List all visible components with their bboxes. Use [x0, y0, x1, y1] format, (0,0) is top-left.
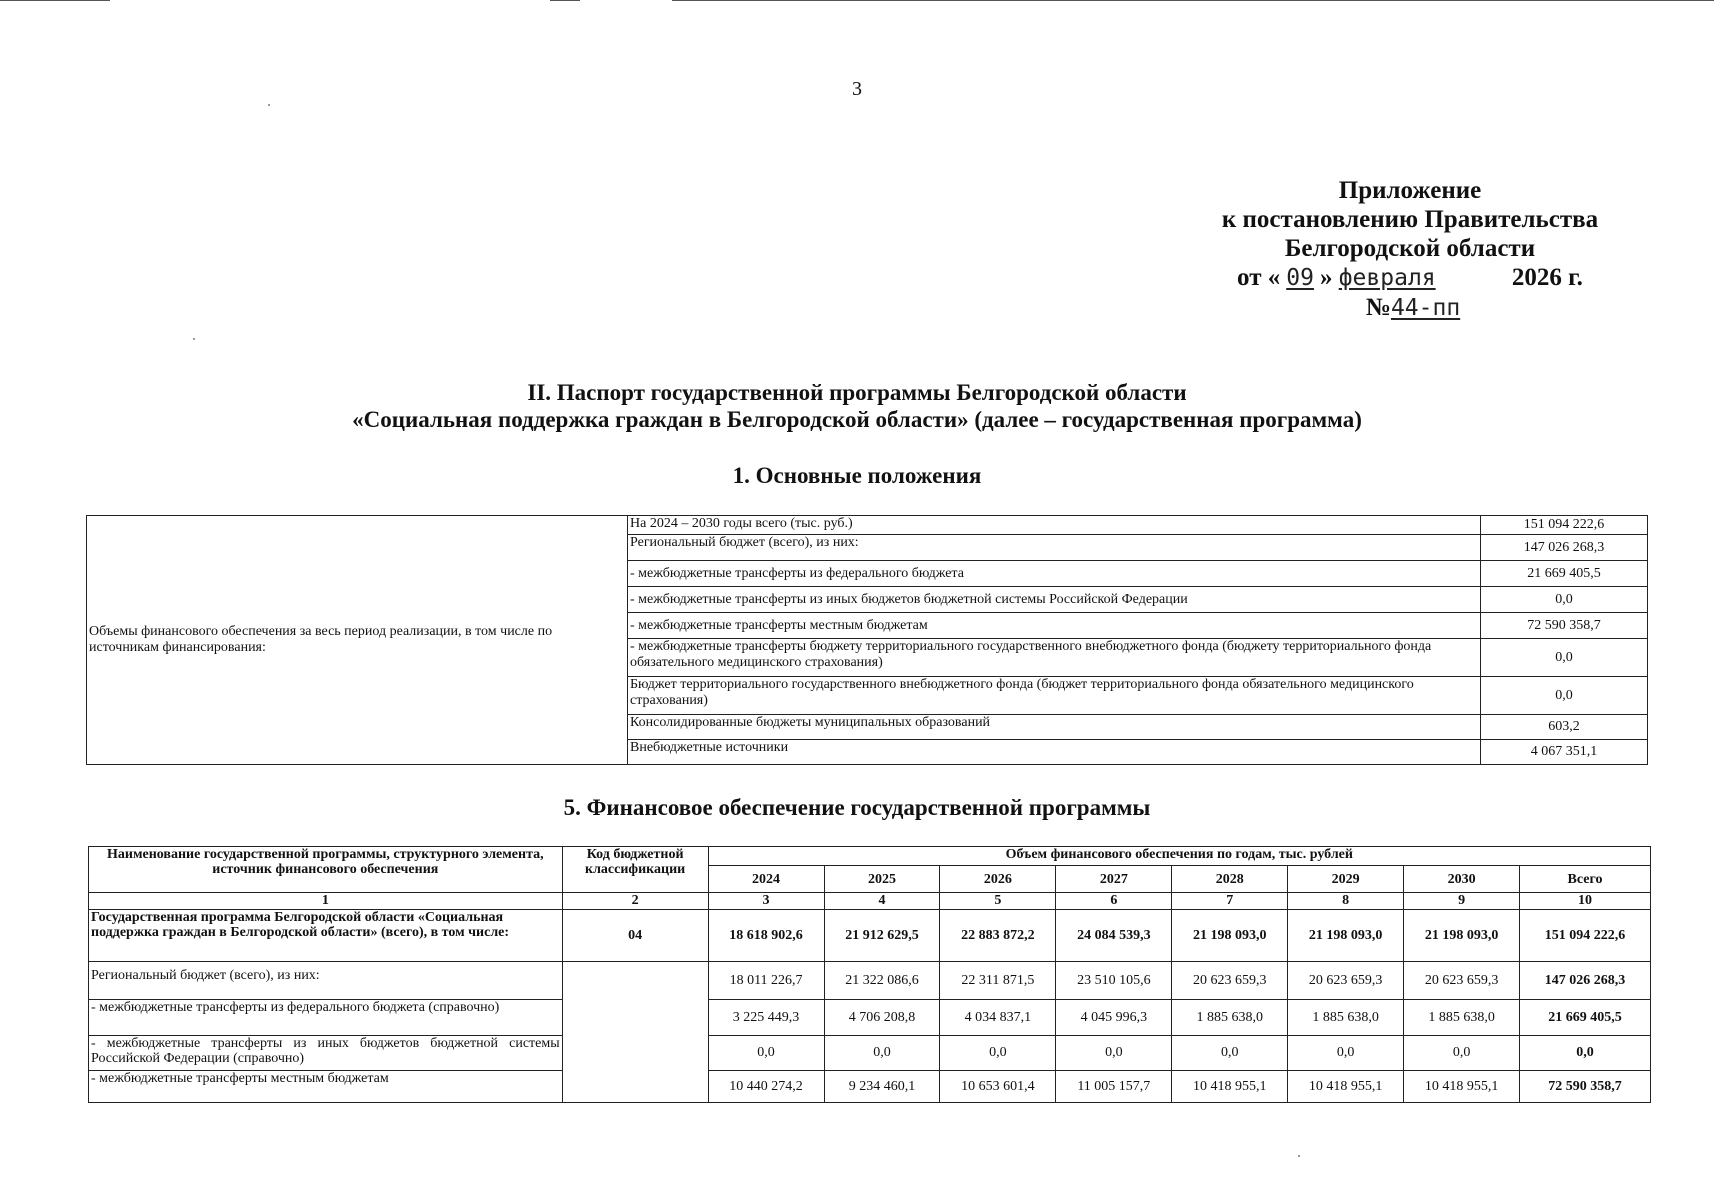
- appendix-line: к постановлению Правительства: [1221, 206, 1599, 233]
- scan-edge-line: [0, 0, 110, 1]
- cell-value: 10 418 955,1: [1404, 1071, 1520, 1103]
- row-code: 04: [562, 910, 708, 962]
- cell-value: 20 623 659,3: [1404, 962, 1520, 1000]
- scan-speck: [193, 338, 195, 340]
- cell-value: 18 618 902,6: [708, 910, 824, 962]
- appendix-title: Приложение: [1338, 177, 1482, 204]
- cell-value: 0,0: [824, 1036, 940, 1071]
- financing-main-label: Объемы финансового обеспечения за весь период реализации, в том числе по источникам финансирования:: [87, 516, 628, 765]
- appendix-number: №44-пп: [1180, 293, 1640, 323]
- appendix-date: от « 09 » февраля 2026 г.: [1237, 264, 1583, 291]
- cell-value: 4 034 837,1: [940, 1000, 1056, 1036]
- column-number: 3: [708, 893, 824, 910]
- row-label: На 2024 – 2030 годы всего (тыс. руб.): [628, 516, 1481, 535]
- row-label: - межбюджетные трансферты местным бюджетам: [628, 613, 1481, 639]
- cell-value: 1 885 638,0: [1404, 1000, 1520, 1036]
- scan-edge-line: [550, 0, 580, 1]
- row-label: Внебюджетные источники: [628, 740, 1481, 765]
- row-label: Региональный бюджет (всего), из них:: [628, 535, 1481, 561]
- column-number: 8: [1288, 893, 1404, 910]
- row-label: - межбюджетные трансферты из иных бюджетов бюджетной системы Российской Федерации: [628, 587, 1481, 613]
- cell-value: 11 005 157,7: [1056, 1071, 1172, 1103]
- row-value: 0,0: [1481, 587, 1648, 613]
- cell-total: 72 590 358,7: [1520, 1071, 1651, 1103]
- cell-value: 0,0: [1172, 1036, 1288, 1071]
- row-name: - межбюджетные трансферты из федерального бюджета (справочно): [89, 1000, 563, 1036]
- cell-value: 3 225 449,3: [708, 1000, 824, 1036]
- row-label: - межбюджетные трансферты из федерального бюджета: [628, 561, 1481, 587]
- cell-value: 21 198 093,0: [1172, 910, 1288, 962]
- column-number: 1: [89, 893, 563, 910]
- row-name: Региональный бюджет (всего), из них:: [89, 962, 563, 1000]
- row-code: [562, 962, 708, 1103]
- column-number: 9: [1404, 893, 1520, 910]
- year-header: 2026: [940, 866, 1056, 893]
- table-row: [89, 910, 1651, 962]
- appendix-line: Белгородской области: [1284, 235, 1536, 262]
- cell-value: 0,0: [1056, 1036, 1172, 1071]
- column-number-row: [89, 893, 1651, 910]
- header-row: [89, 847, 1651, 866]
- scan-edge-line: [672, 0, 1714, 1]
- column-number: 10: [1520, 893, 1651, 910]
- row-value: 147 026 268,3: [1481, 535, 1648, 561]
- passport-title: II. Паспорт государственной программы Белгородской области «Социальная поддержка граждан в Белгородской области» (далее – государственная программа): [352, 380, 1362, 432]
- row-label: - межбюджетные трансферты бюджету территориального государственного внебюджетного фонда (бюджету территориального фонда обязательного медицинского страхования): [628, 639, 1481, 677]
- appendix-block: [1180, 176, 1640, 323]
- cell-total: 147 026 268,3: [1520, 962, 1651, 1000]
- row-value: 21 669 405,5: [1481, 561, 1648, 587]
- cell-value: 21 198 093,0: [1404, 910, 1520, 962]
- year-header: 2030: [1404, 866, 1520, 893]
- column-number: 4: [824, 893, 940, 910]
- table-row: [89, 1036, 1651, 1071]
- cell-value: 21 322 086,6: [824, 962, 940, 1000]
- cell-value: 21 198 093,0: [1288, 910, 1404, 962]
- cell-value: 22 883 872,2: [940, 910, 1056, 962]
- cell-value: 1 885 638,0: [1172, 1000, 1288, 1036]
- table-row: [87, 516, 1648, 535]
- table-row: [89, 962, 1651, 1000]
- cell-value: 10 440 274,2: [708, 1071, 824, 1103]
- column-header-name: Наименование государственной программы, структурного элемента, источник финансового обеспечения: [89, 847, 563, 893]
- cell-value: 9 234 460,1: [824, 1071, 940, 1103]
- cell-value: 24 084 539,3: [1056, 910, 1172, 962]
- cell-value: 21 912 629,5: [824, 910, 940, 962]
- year-header: 2025: [824, 866, 940, 893]
- row-value: 72 590 358,7: [1481, 613, 1648, 639]
- row-value: 0,0: [1481, 677, 1648, 715]
- row-value: 0,0: [1481, 639, 1648, 677]
- cell-value: 4 706 208,8: [824, 1000, 940, 1036]
- cell-value: 10 653 601,4: [940, 1071, 1056, 1103]
- row-name: Государственная программа Белгородской области «Социальная поддержка граждан в Белгородской области» (всего), в том числе:: [89, 910, 563, 962]
- column-header-code: Код бюджетной классификации: [562, 847, 708, 893]
- row-label: Бюджет территориального государственного внебюджетного фонда (бюджет территориального фонда обязательного медицинского страхования): [628, 677, 1481, 715]
- row-label: Консолидированные бюджеты муниципальных образований: [628, 715, 1481, 740]
- total-header: Всего: [1520, 866, 1651, 893]
- cell-value: 23 510 105,6: [1056, 962, 1172, 1000]
- row-value: 151 094 222,6: [1481, 516, 1648, 535]
- row-name: - межбюджетные трансферты из иных бюджетов бюджетной системы Российской Федерации (справочно): [89, 1036, 563, 1071]
- cell-value: 4 045 996,3: [1056, 1000, 1172, 1036]
- page-number: 3: [852, 78, 862, 100]
- row-name: - межбюджетные трансферты местным бюджетам: [89, 1071, 563, 1103]
- cell-value: 18 011 226,7: [708, 962, 824, 1000]
- cell-total: 21 669 405,5: [1520, 1000, 1651, 1036]
- column-number: 5: [940, 893, 1056, 910]
- section-1-title: 1. Основные положения: [732, 463, 982, 488]
- table-row: [89, 1071, 1651, 1103]
- cell-value: 10 418 955,1: [1288, 1071, 1404, 1103]
- scan-speck: [1298, 1155, 1300, 1157]
- year-header: 2024: [708, 866, 824, 893]
- section-5-title: 5. Финансовое обеспечение государственной программы: [563, 795, 1151, 820]
- financing-by-year-table: [88, 846, 1651, 1103]
- row-value: 603,2: [1481, 715, 1648, 740]
- cell-value: 0,0: [940, 1036, 1056, 1071]
- cell-value: 10 418 955,1: [1172, 1071, 1288, 1103]
- column-number: 6: [1056, 893, 1172, 910]
- row-value: 4 067 351,1: [1481, 740, 1648, 765]
- column-number: 7: [1172, 893, 1288, 910]
- year-header: 2029: [1288, 866, 1404, 893]
- column-number: 2: [562, 893, 708, 910]
- cell-value: 0,0: [1404, 1036, 1520, 1071]
- handwritten-day: 09: [1286, 265, 1314, 291]
- cell-value: 20 623 659,3: [1288, 962, 1404, 1000]
- column-header-volume: Объем финансового обеспечения по годам, тыс. рублей: [708, 847, 1650, 866]
- year-header: 2027: [1056, 866, 1172, 893]
- financing-summary-table: [86, 515, 1648, 765]
- cell-total: 151 094 222,6: [1520, 910, 1651, 962]
- year-header: 2028: [1172, 866, 1288, 893]
- handwritten-number: 44-пп: [1390, 295, 1461, 321]
- handwritten-month: февраля: [1338, 265, 1436, 291]
- cell-value: 20 623 659,3: [1172, 962, 1288, 1000]
- table-row: [89, 1000, 1651, 1036]
- cell-total: 0,0: [1520, 1036, 1651, 1071]
- scan-speck: [268, 104, 270, 106]
- cell-value: 0,0: [708, 1036, 824, 1071]
- cell-value: 1 885 638,0: [1288, 1000, 1404, 1036]
- cell-value: 22 311 871,5: [940, 962, 1056, 1000]
- cell-value: 0,0: [1288, 1036, 1404, 1071]
